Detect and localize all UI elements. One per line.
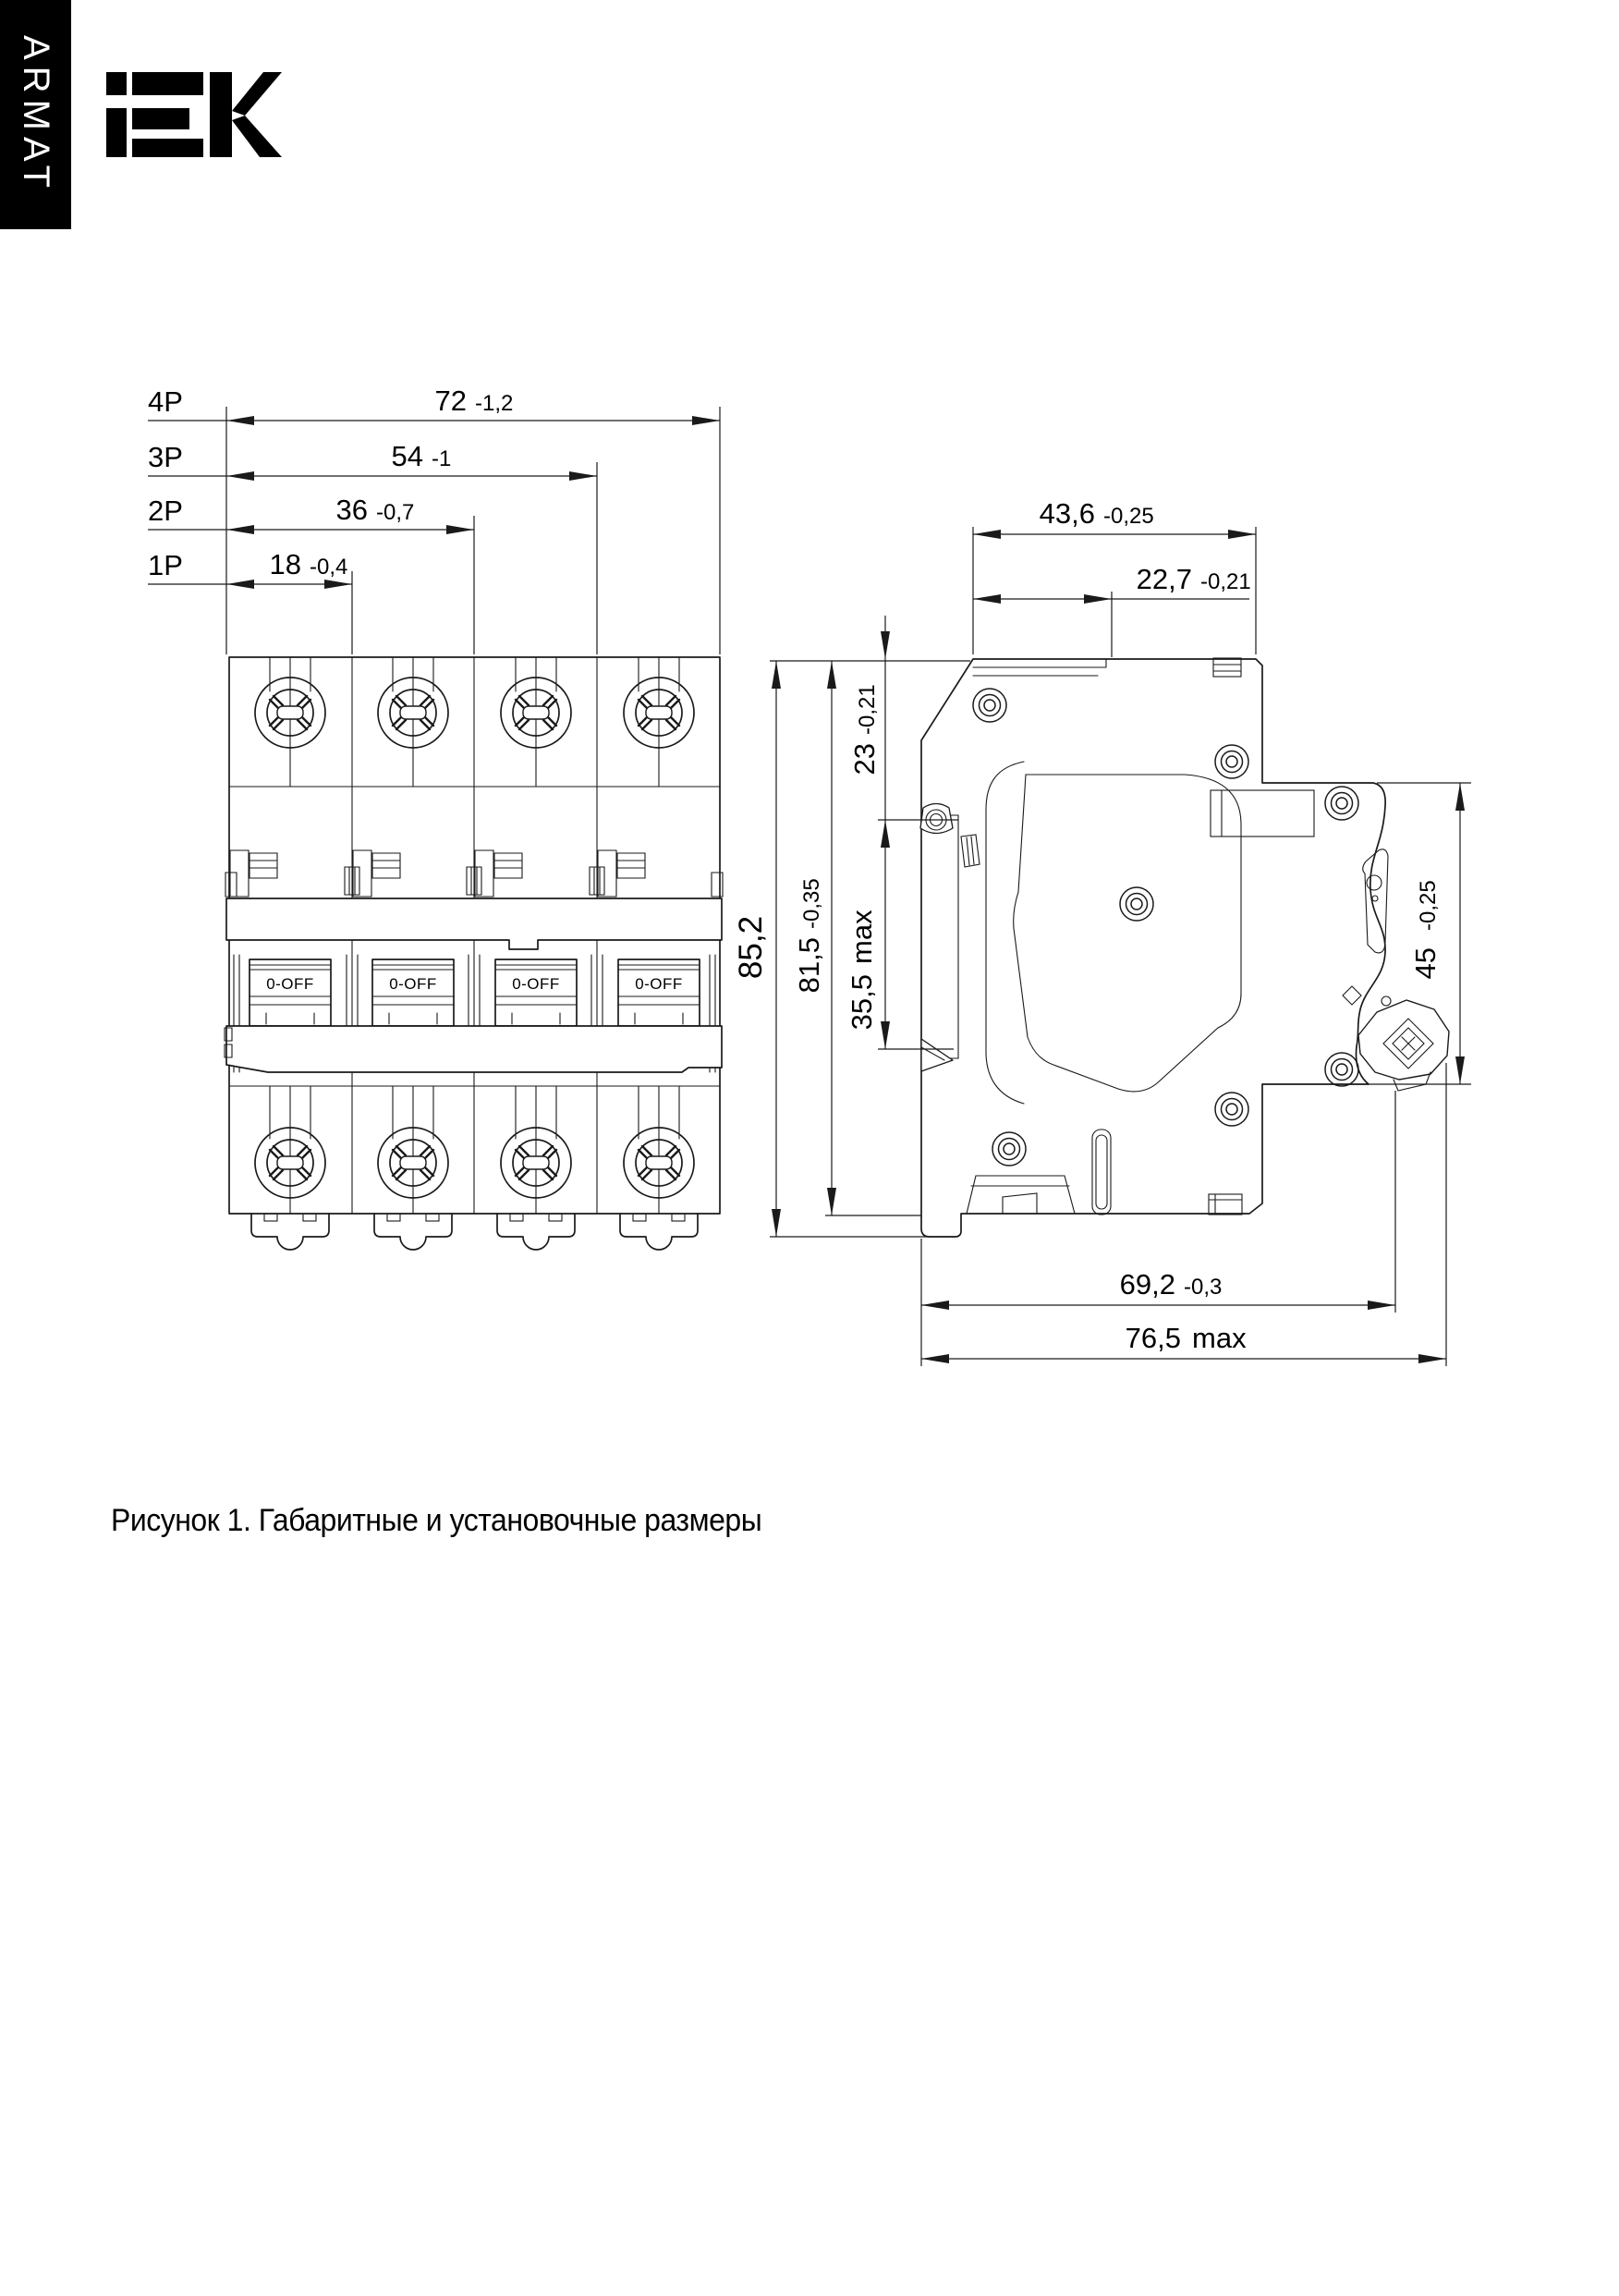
front-lower-band	[226, 1026, 722, 1072]
pole-label-4p: 4P	[148, 385, 183, 418]
toggle-label-4: 0-OFF	[635, 975, 683, 993]
dim-4p-value: 72	[434, 385, 467, 417]
armat-label: ARMAT	[16, 35, 56, 195]
dim-227-tol: -0,21	[1200, 569, 1251, 594]
pole-label-3p: 3P	[148, 441, 183, 473]
front-view-drawing	[225, 657, 723, 1250]
toggle-label-3: 0-OFF	[512, 975, 560, 993]
dim-1p-value: 18	[269, 548, 301, 580]
dim-692-tol: -0,3	[1184, 1275, 1223, 1300]
dim-45-value: 45	[1409, 947, 1442, 980]
dim-2p-value: 36	[335, 494, 368, 526]
dim-765-suffix: max	[1192, 1322, 1247, 1354]
dim-85-value: 85,2	[733, 915, 769, 980]
terminal-screw	[1358, 1000, 1449, 1091]
pole-label-1p: 1P	[148, 549, 183, 581]
dim-815-value: 81,5	[793, 937, 825, 994]
dim-1p-tol: -0,4	[310, 555, 348, 580]
dim-23-tol: -0,21	[855, 684, 880, 735]
dim-23-value: 23	[848, 743, 881, 776]
dim-3p-value: 54	[391, 440, 423, 472]
dim-45-tol: -0,25	[1416, 880, 1441, 931]
pole-label-2p: 2P	[148, 495, 183, 527]
dim-227-value: 22,7	[1136, 563, 1192, 595]
toggle-label-2: 0-OFF	[389, 975, 437, 993]
toggle-label-1: 0-OFF	[266, 975, 314, 993]
figure-caption: Рисунок 1. Габаритные и установочные размеры	[111, 1503, 762, 1538]
front-view-dimensions	[148, 385, 720, 654]
dim-4p-tol: -1,2	[475, 391, 514, 416]
dim-765-value: 76,5	[1125, 1322, 1181, 1354]
dim-436-tol: -0,25	[1103, 504, 1154, 529]
side-view-drawing	[920, 658, 1449, 1237]
dim-436-value: 43,6	[1039, 497, 1095, 530]
dim-815-tol: -0,35	[799, 878, 824, 929]
dim-355-value: 35,5	[846, 974, 878, 1031]
dim-2p-tol: -0,7	[376, 500, 415, 525]
dim-692-value: 69,2	[1119, 1268, 1175, 1301]
dim-355-suffix: max	[846, 910, 878, 964]
dim-3p-tol: -1	[432, 446, 452, 471]
front-feet	[251, 1214, 698, 1250]
